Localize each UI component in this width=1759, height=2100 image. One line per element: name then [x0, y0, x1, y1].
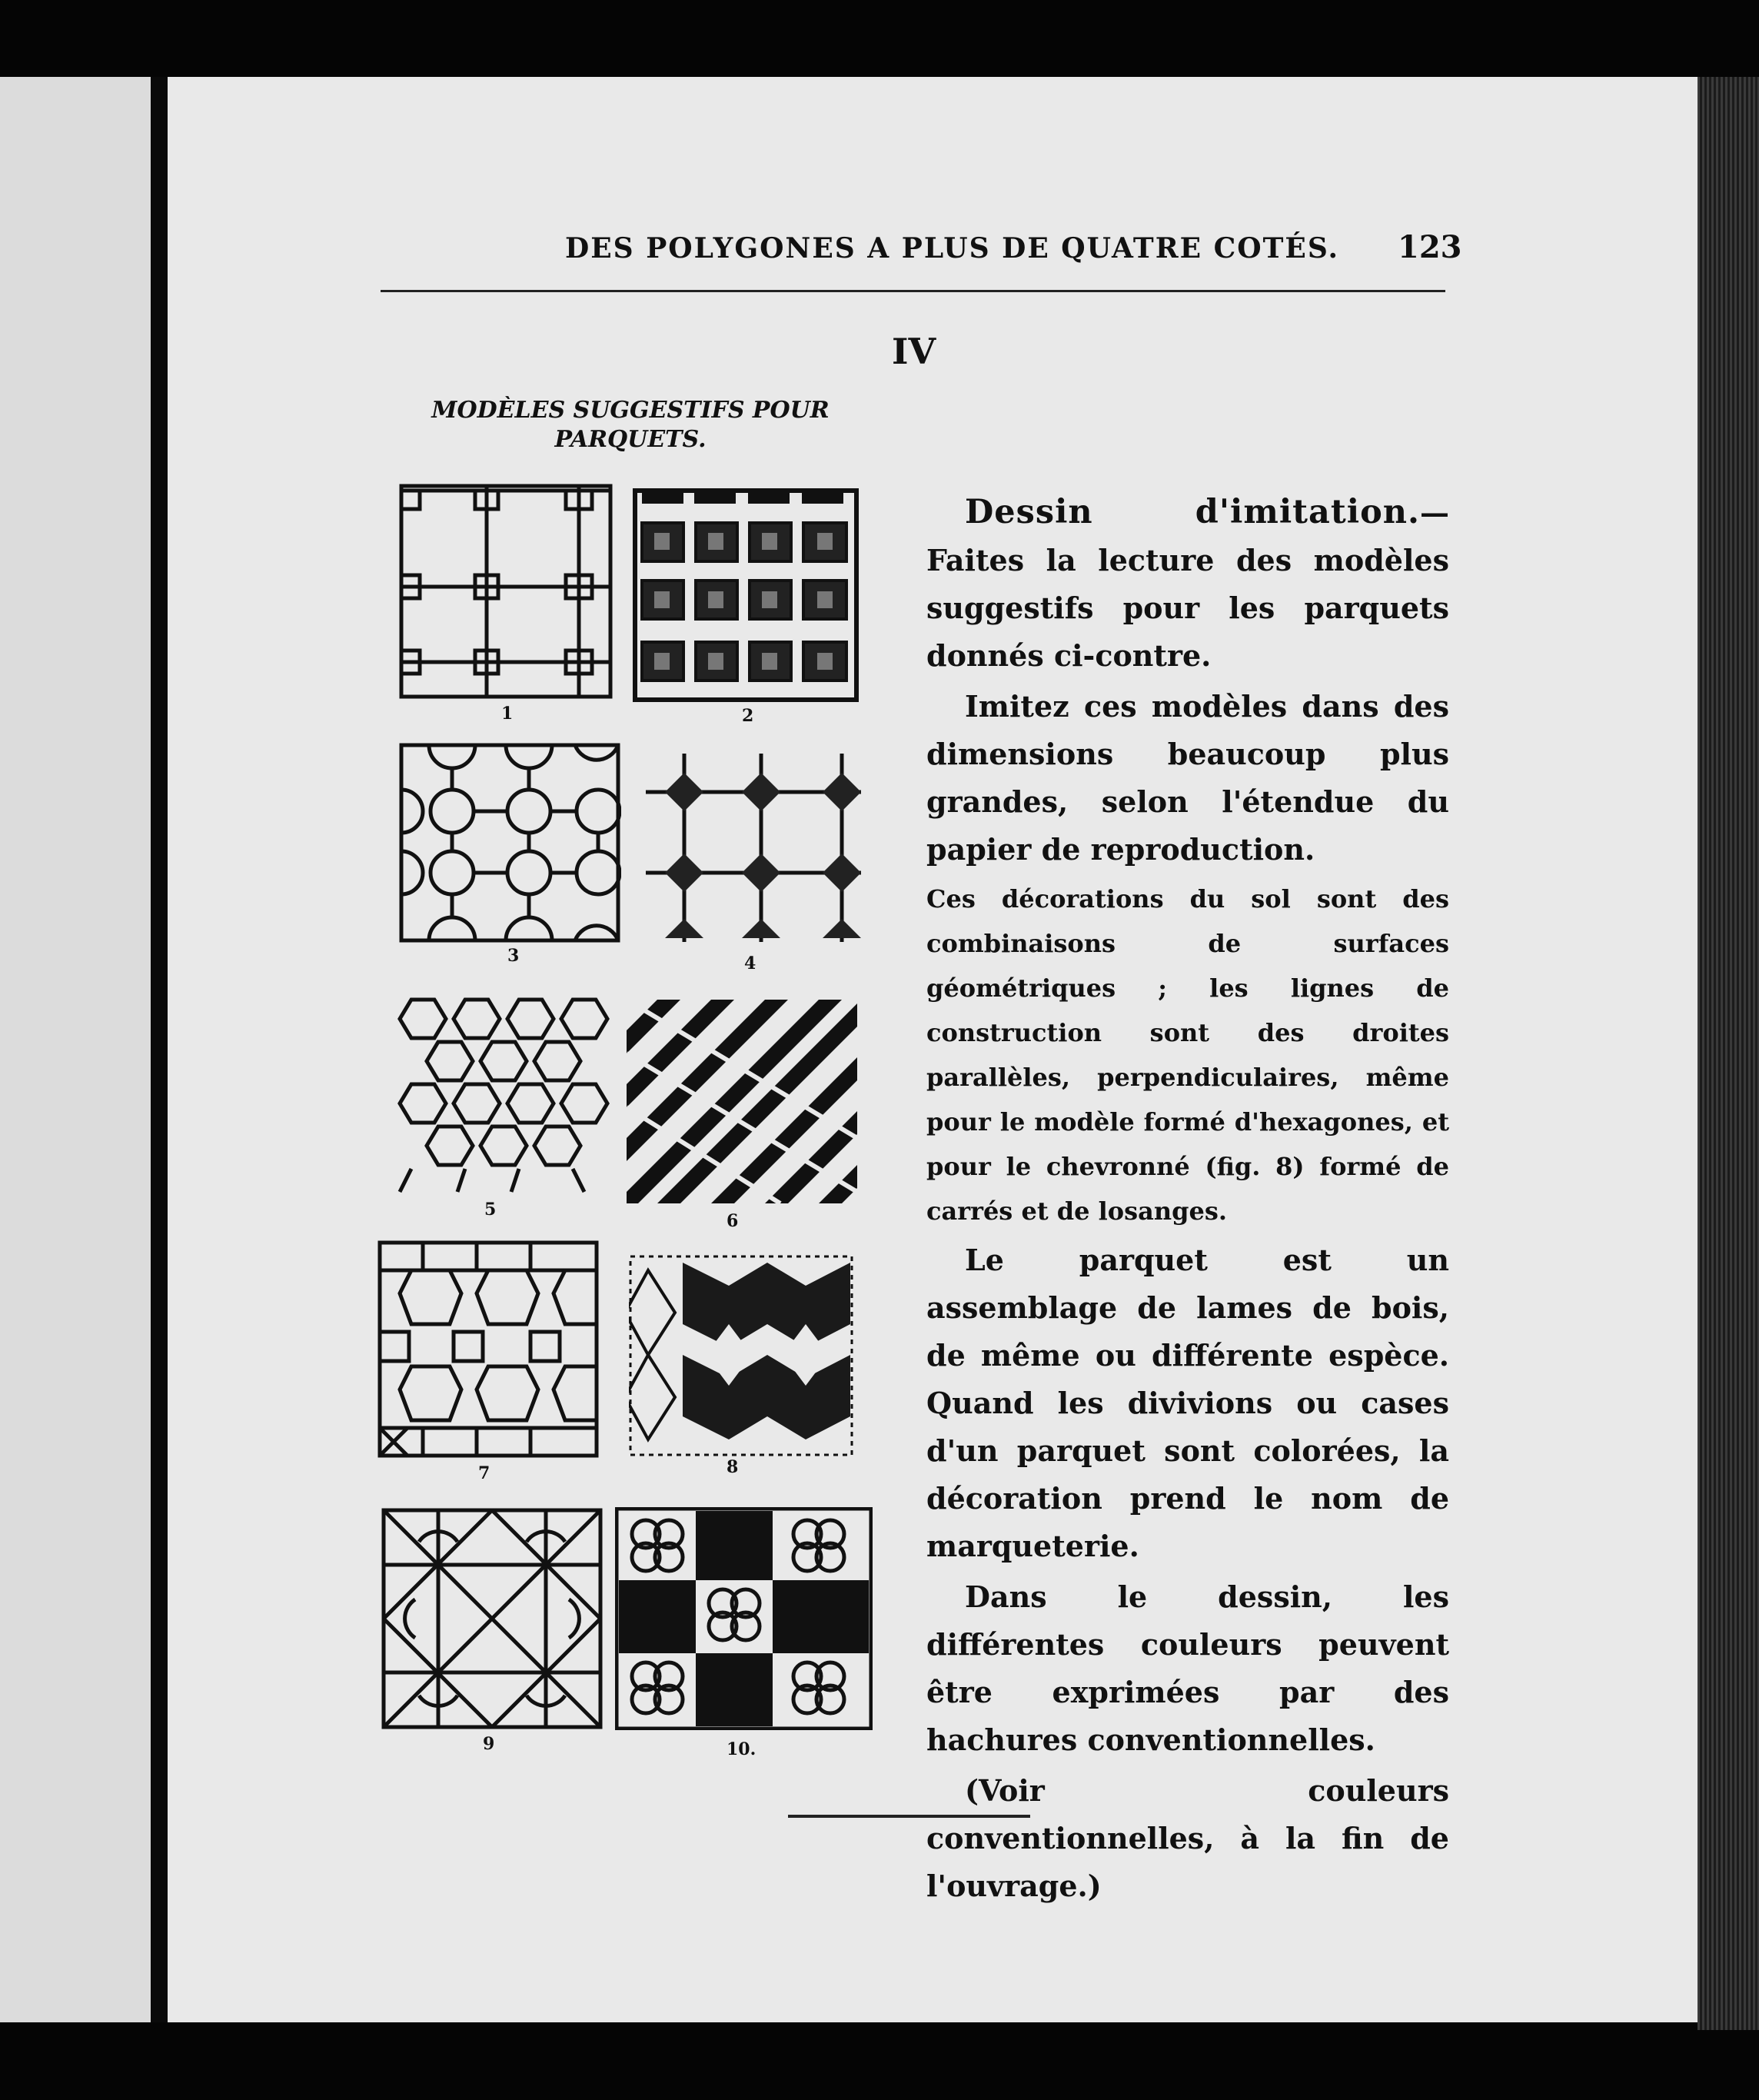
- figure-4-octagons: [638, 746, 869, 942]
- figure-number-7: 7: [478, 1463, 490, 1483]
- figure-7-octagons-squares: [377, 1240, 600, 1459]
- figure-3-circles: [398, 742, 621, 944]
- figure-1-square-grid: [398, 483, 613, 700]
- figure-number-5: 5: [484, 1200, 497, 1220]
- paragraph-dessin-imitation: [926, 488, 1449, 680]
- paragraph-decorations: Ces décorations du sol sont des combinaisons de surfaces géométriques ; les lignes de construction sont des droites parallèles, perpendiculaires, même pour le modèle formé d'hexagones, et pour le chevronné (fig. 8) formé de carrés et de losanges.: [926, 884, 1449, 1226]
- paragraph-imitez: Imitez ces modèles dans des dimensions beaucoup plus grandes, selon l'étendue du papier de reproduction.: [926, 689, 1449, 867]
- figure-5-hexagons: [388, 984, 611, 1200]
- body-text-column: [926, 488, 1449, 1913]
- paragraph-dessin-couleurs: Dans le dessin, les différentes couleurs peuvent être exprimées par des hachures conventionnelles.: [926, 1579, 1449, 1757]
- figure-10-quatrefoil-checker: [615, 1507, 873, 1730]
- bottom-rule: [788, 1815, 1030, 1818]
- figure-number-9: 9: [483, 1734, 495, 1754]
- page-number: 123: [1398, 229, 1462, 265]
- figure-9-diagonal-arcs: [381, 1507, 604, 1730]
- left-page-edge: [0, 77, 151, 2022]
- figure-caption: MODÈLES SUGGESTIFS POUR PARQUETS.: [431, 397, 830, 453]
- figure-number-6: 6: [727, 1211, 739, 1231]
- figure-6-diagonal-stripes: [627, 1000, 857, 1203]
- paragraph-parquet: Le parquet est un assemblage de lames de bois, de même ou différente espèce. Quand les divivions ou cases d'un parquet sont colorées, la décoration prend le nom de marqueterie.: [926, 1243, 1449, 1563]
- figure-number-3: 3: [507, 946, 520, 966]
- figure-number-1: 1: [501, 704, 514, 724]
- figure-2-dark-squares: [633, 488, 859, 702]
- header-rule: [381, 290, 1445, 292]
- figure-number-8: 8: [727, 1457, 739, 1477]
- figure-number-4: 4: [744, 953, 756, 973]
- figure-8-chevron: [629, 1255, 853, 1456]
- book-gutter: [151, 77, 168, 2022]
- section-number: IV: [892, 331, 936, 372]
- page-stack-edge: [1697, 77, 1759, 2030]
- figure-number-2: 2: [742, 706, 754, 726]
- lead-title: Dessin d'imitation.: [965, 493, 1420, 531]
- figure-number-10: 10.: [727, 1739, 756, 1759]
- running-header: DES POLYGONES A PLUS DE QUATRE COTÉS.: [565, 232, 1340, 265]
- paragraph-voir-couleurs: (Voir couleurs conventionnelles, à la fin de l'ouvrage.): [926, 1773, 1449, 1903]
- lead-rest: — Faites la lecture des modèles suggestifs pour les parquets donnés ci-contre.: [926, 495, 1449, 673]
